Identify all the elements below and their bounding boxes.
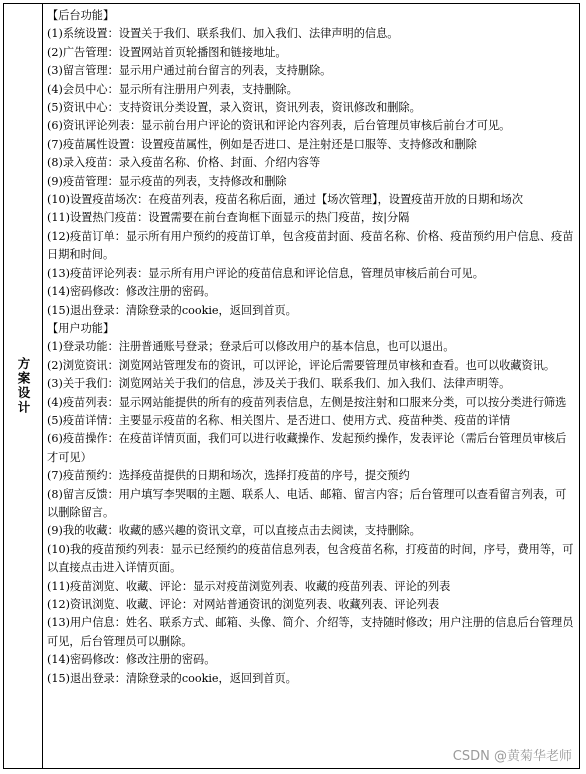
user-feature-list bbox=[47, 338, 575, 688]
backend-heading: 【后台功能】 bbox=[47, 9, 115, 22]
user-feature-item: (14)密码修改：修改注册的密码。 bbox=[47, 653, 216, 667]
backend-feature-item: (2)广告管理：设置网站首页轮播图和链接地址。 bbox=[47, 45, 287, 59]
backend-feature-list bbox=[47, 25, 575, 320]
row-label-cell bbox=[4, 4, 43, 768]
user-feature-item: (8)留言反馈：用户填写李哭咽的主题、联系人、电话、邮箱、留言内容；后台管理可以查看留言列表，可以删除留言。 bbox=[47, 487, 567, 519]
backend-feature-item: (8)录入疫苗：录入疫苗名称、价格、封面、介绍内容等 bbox=[47, 156, 321, 170]
backend-feature-item: (9)疫苗管理：显示疫苗的列表，支持修改和删除 bbox=[47, 174, 287, 188]
backend-feature-item: (11)设置热门疫苗：设置需要在前台查询框下面显示的热门疫苗，按|分隔 bbox=[47, 211, 410, 225]
csdn-watermark: CSDN @黄菊华老师 bbox=[452, 749, 572, 764]
user-heading: 【用户功能】 bbox=[47, 321, 115, 335]
backend-feature-item: (14)密码修改：修改注册的密码。 bbox=[47, 285, 216, 299]
user-feature-item: (7)疫苗预约：选择疫苗提供的日期和场次，选择打疫苗的序号，提交预约 bbox=[47, 469, 410, 483]
backend-feature-item: (6)资讯评论列表：显示前台用户评论的资讯和评论内容列表，后台管理员审核后前台才可见。 bbox=[47, 119, 511, 133]
backend-feature-item: (15)退出登录：清除登录的cookie，返回到首页。 bbox=[47, 303, 297, 317]
user-feature-item: (3)关于我们：浏览网站关于我们的信息，涉及关于我们、联系我们、加入我们、法律声明等。 bbox=[47, 377, 511, 391]
row-label: 方案设计 bbox=[16, 357, 31, 415]
document-table bbox=[3, 3, 580, 769]
content-cell bbox=[43, 4, 579, 768]
backend-feature-item: (12)疫苗订单：显示所有用户预约的疫苗订单，包含疫苗封面、疫苗名称、价格、疫苗预约用户信息、疫苗日期和时间。 bbox=[47, 229, 574, 262]
backend-feature-item: (5)资讯中心：支持资讯分类设置，录入资讯，资讯列表，资讯修改和删除。 bbox=[47, 101, 421, 115]
user-feature-item: (4)疫苗列表：显示网站能提供的所有的疫苗列表信息，左侧是按注射和口服来分类，可以按分类进行筛选 bbox=[47, 395, 567, 409]
backend-feature-item: (1)系统设置：设置关于我们、联系我们、加入我们、法律声明的信息。 bbox=[47, 27, 399, 41]
user-feature-item: (13)用户信息：姓名、联系方式、邮箱、头像、简介、介绍等，支持随时修改；用户注册的信息后台管理员可见，后台管理员可以删除。 bbox=[47, 616, 574, 648]
user-feature-item: (12)资讯浏览、收藏、评论：对网站普通资讯的浏览列表、收藏列表、评论列表 bbox=[47, 598, 440, 611]
backend-feature-item: (4)会员中心：显示所有注册用户列表，支持删除。 bbox=[47, 82, 298, 96]
user-feature-item: (10)我的疫苗预约列表：显示已经预约的疫苗信息列表，包含疫苗名称，打疫苗的时间，序号，费用等，可以直接点击进入详情页面。 bbox=[47, 542, 574, 575]
user-feature-item: (5)疫苗详情：主要显示疫苗的名称、相关图片、是否进口、使用方式、疫苗种类、疫苗的详情 bbox=[47, 413, 511, 427]
user-feature-item: (1)登录功能：注册普通账号登录；登录后可以修改用户的基本信息，也可以退出。 bbox=[47, 340, 455, 354]
user-feature-item: (15)退出登录：清除登录的cookie，返回到首页。 bbox=[47, 671, 297, 685]
backend-feature-item: (13)疫苗评论列表：显示所有用户评论的疫苗信息和评论信息，管理员审核后前台可见。 bbox=[47, 266, 484, 280]
backend-feature-item: (3)留言管理：显示用户通过前台留言的列表，支持删除。 bbox=[47, 64, 332, 78]
user-feature-item: (2)浏览资讯：浏览网站管理发布的资讯，可以评论，评论后需要管理员审核和查看。也可以收藏资讯。 bbox=[47, 358, 556, 372]
user-feature-item: (9)我的收藏：收藏的感兴趣的资讯文章，可以直接点击去阅读，支持删除。 bbox=[47, 524, 421, 538]
user-feature-item: (11)疫苗浏览、收藏、评论：显示对疫苗浏览列表、收藏的疫苗列表、评论的列表 bbox=[47, 579, 451, 593]
backend-feature-item: (7)疫苗属性设置：设置疫苗属性，例如是否进口、是注射还是口服等、支持修改和删除 bbox=[47, 137, 477, 151]
backend-feature-item: (10)设置疫苗场次：在疫苗列表，疫苗名称后面，通过【场次管理】，设置疫苗开放的日期和场次 bbox=[47, 193, 524, 207]
user-feature-item: (6)疫苗操作：在疫苗详情页面，我们可以进行收藏操作、发起预约操作，发表评论（需后台管理员审核后才可见） bbox=[47, 432, 567, 464]
